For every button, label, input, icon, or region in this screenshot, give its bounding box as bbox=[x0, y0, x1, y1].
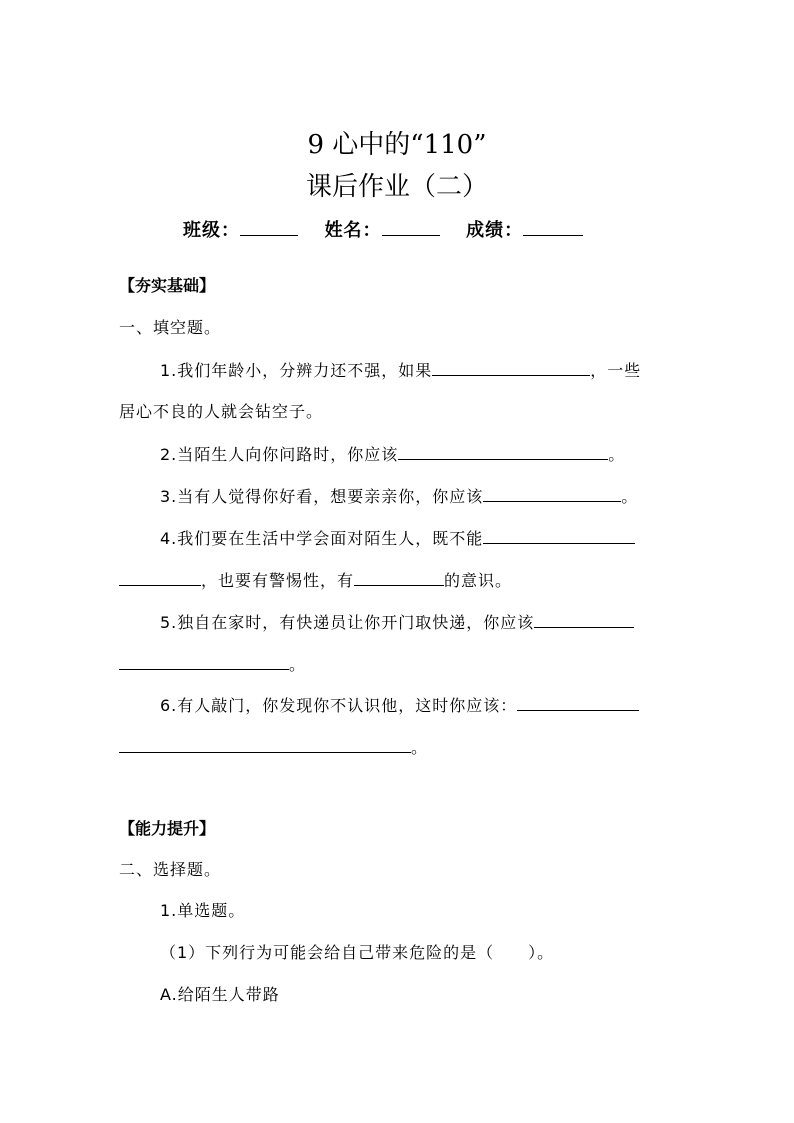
answer-blank[interactable] bbox=[398, 445, 608, 460]
name-label: 姓名： bbox=[324, 220, 382, 241]
question-2: 2.当陌生人向你问路时，你应该 。 bbox=[160, 445, 626, 464]
worksheet-title: 9 心中的“110” bbox=[307, 130, 487, 160]
answer-blank[interactable] bbox=[517, 696, 639, 711]
answer-blank[interactable] bbox=[354, 571, 444, 586]
part-heading-choice: 二、选择题。 bbox=[119, 860, 222, 879]
question-6-line1: 6.有人敲门，你发现你不认识他，这时你应该： bbox=[160, 693, 639, 716]
question-4-line2: ，也要有警惕性，有 的意识。 bbox=[119, 568, 512, 591]
answer-blank[interactable] bbox=[119, 571, 201, 586]
choice-question-1: （1）下列行为可能会给自己带来危险的是（ ）。 bbox=[160, 943, 555, 962]
answer-blank[interactable] bbox=[483, 529, 635, 544]
answer-blank[interactable] bbox=[432, 361, 590, 376]
score-blank[interactable] bbox=[523, 221, 583, 236]
question-5-line1: 5.独自在家时，有快递员让你开门取快递，你应该 bbox=[160, 610, 634, 633]
answer-blank[interactable] bbox=[483, 487, 621, 502]
question-1-line2: 居心不良的人就会钻空子。 bbox=[119, 402, 324, 421]
answer-blank[interactable] bbox=[119, 738, 411, 753]
answer-blank[interactable] bbox=[534, 613, 634, 628]
question-5-line2: 。 bbox=[119, 652, 306, 675]
choice-option-a[interactable]: A.给陌生人带路 bbox=[160, 985, 280, 1004]
question-4-line1: 4.我们要在生活中学会面对陌生人，既不能 bbox=[160, 526, 635, 549]
part-heading-fill-blank: 一、填空题。 bbox=[119, 318, 222, 337]
worksheet-subtitle: 课后作业（二） bbox=[305, 172, 488, 202]
student-info-row bbox=[183, 216, 583, 242]
name-blank[interactable] bbox=[382, 221, 440, 236]
question-6-line2: 。 bbox=[119, 735, 428, 758]
question-1-line1: 1.我们年龄小，分辨力还不强，如果 ，一些 bbox=[160, 361, 642, 380]
answer-blank[interactable] bbox=[119, 655, 289, 670]
class-blank[interactable] bbox=[240, 221, 298, 236]
question-3: 3.当有人觉得你好看，想要亲亲你，你应该 。 bbox=[160, 487, 639, 506]
section-heading-basics: 【夯实基础】 bbox=[119, 276, 216, 295]
score-label: 成绩： bbox=[466, 220, 524, 241]
section-heading-improve: 【能力提升】 bbox=[119, 819, 216, 838]
class-label: 班级： bbox=[183, 220, 240, 241]
subpart-single-choice: 1.单选题。 bbox=[160, 901, 246, 920]
